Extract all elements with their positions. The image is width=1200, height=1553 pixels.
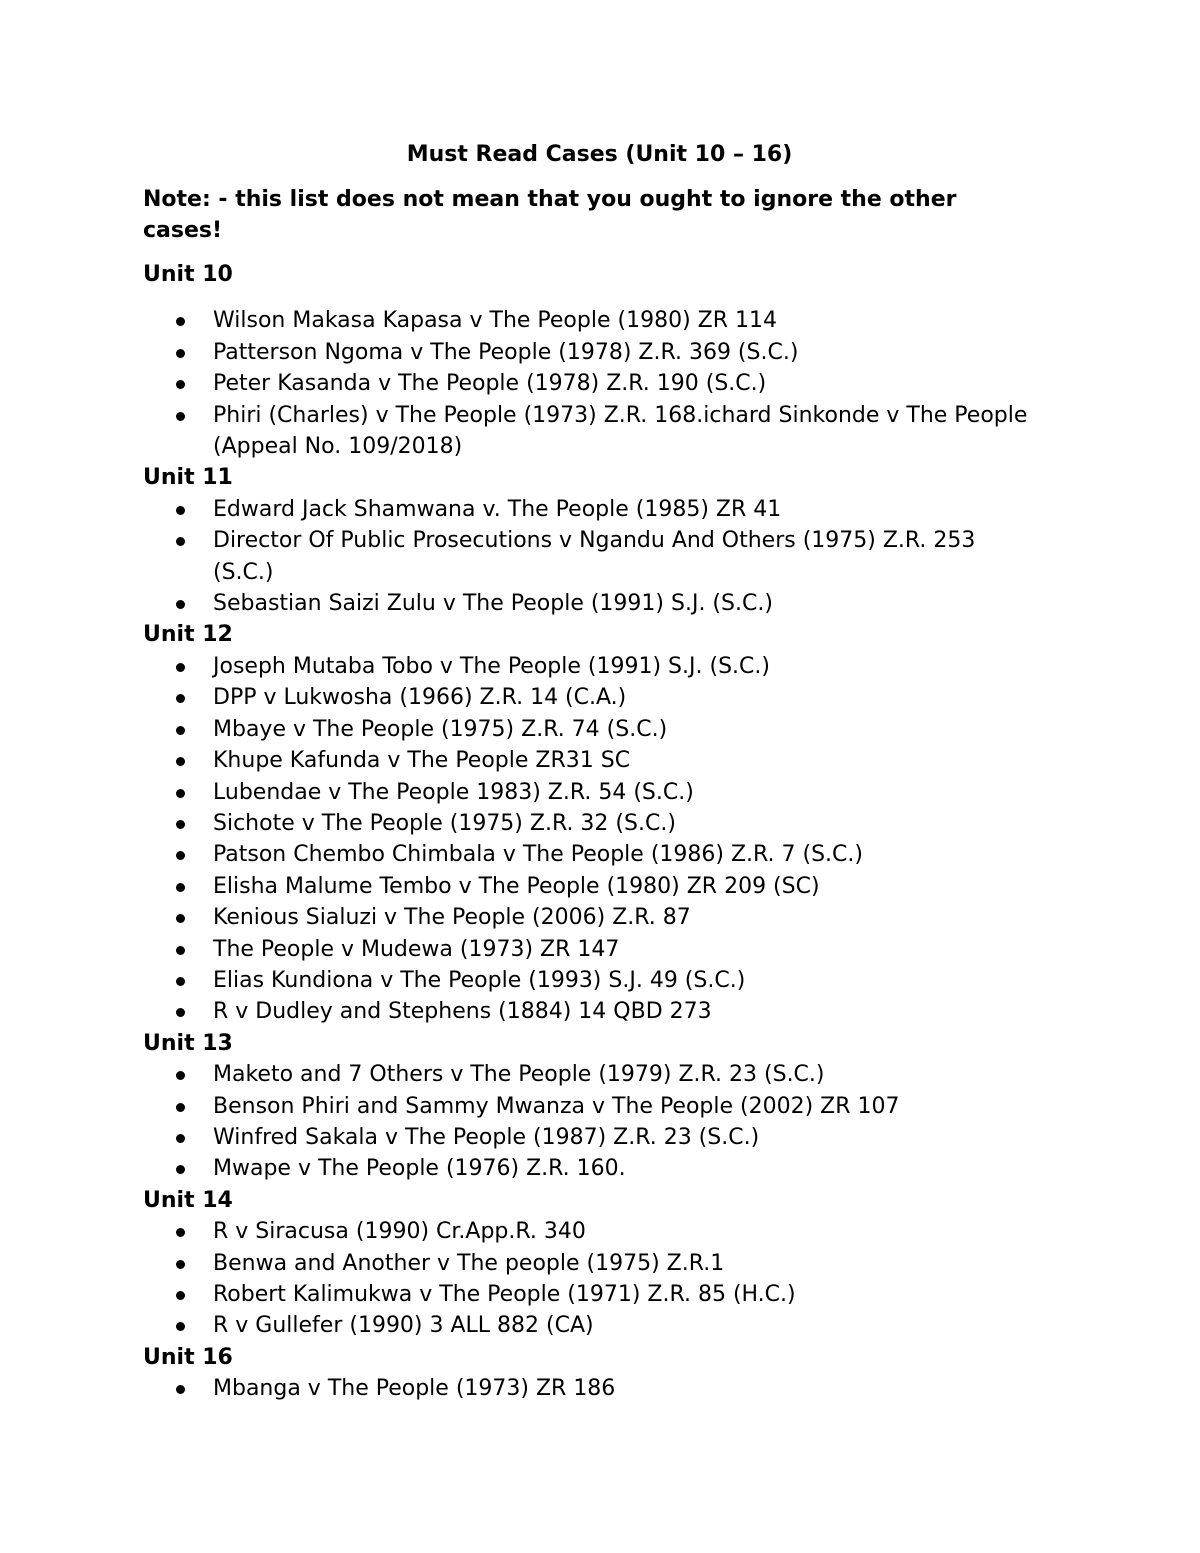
list-item	[143, 1216, 1033, 1247]
bullet-icon	[176, 1322, 185, 1331]
bullet-icon	[176, 600, 185, 609]
list-item	[143, 400, 1033, 463]
bullet-icon	[176, 820, 185, 829]
list-item	[143, 839, 1033, 870]
case-citation: Sebastian Saizi Zulu v The People (1991) S.J. (S.C.)	[213, 591, 773, 617]
list-item	[143, 1373, 1033, 1404]
note-text: Note: - this list does not mean that you ought to ignore the other cases!	[143, 187, 957, 243]
list-item	[143, 1153, 1033, 1184]
list-item	[143, 682, 1033, 713]
bullet-icon	[176, 726, 185, 735]
bullet-icon	[176, 349, 185, 358]
case-citation: Joseph Mutaba Tobo v The People (1991) S.J. (S.C.)	[213, 653, 770, 679]
case-citation: Mbaye v The People (1975) Z.R. 74 (S.C.)	[213, 716, 668, 742]
case-citation: Maketo and 7 Others v The People (1979) Z.R. 23 (S.C.)	[213, 1062, 825, 1088]
bullet-icon	[176, 946, 185, 955]
list-item	[143, 525, 1033, 588]
page-title: Must Read Cases (Unit 10 – 16)	[406, 142, 793, 167]
list-item	[143, 745, 1033, 776]
list-item	[143, 965, 1033, 996]
case-list	[143, 1216, 1043, 1342]
case-list	[143, 305, 1043, 462]
bullet-icon	[176, 1260, 185, 1269]
case-citation: Patterson Ngoma v The People (1978) Z.R. 369 (S.C.)	[213, 339, 799, 365]
bullet-icon	[176, 851, 185, 860]
case-citation: Mwape v The People (1976) Z.R. 160.	[213, 1156, 626, 1182]
unit-heading: Unit 16	[143, 1344, 233, 1370]
case-citation: R v Gullefer (1990) 3 ALL 882 (CA)	[213, 1313, 594, 1339]
unit-heading: Unit 13	[143, 1030, 233, 1056]
bullet-icon	[176, 1103, 185, 1112]
case-list	[143, 651, 1043, 1028]
case-citation: DPP v Lukwosha (1966) Z.R. 14 (C.A.)	[213, 685, 627, 711]
bullet-icon	[176, 977, 185, 986]
list-item	[143, 305, 1033, 336]
case-citation: R v Dudley and Stephens (1884) 14 QBD 273	[213, 999, 712, 1025]
case-citation: Khupe Kafunda v The People ZR31 SC	[213, 748, 631, 774]
list-item	[143, 1279, 1033, 1310]
list-item	[143, 714, 1033, 745]
case-list	[143, 1059, 1043, 1185]
list-item	[143, 871, 1033, 902]
list-item	[143, 902, 1033, 933]
case-citation: Peter Kasanda v The People (1978) Z.R. 190 (S.C.)	[213, 371, 767, 397]
bullet-icon	[176, 694, 185, 703]
bullet-icon	[176, 1291, 185, 1300]
unit-heading: Unit 14	[143, 1187, 233, 1213]
list-item	[143, 1310, 1033, 1341]
bullet-icon	[176, 1385, 185, 1394]
bullet-icon	[176, 1071, 185, 1080]
bullet-icon	[176, 663, 185, 672]
case-citation: Mbanga v The People (1973) ZR 186	[213, 1376, 616, 1402]
bullet-icon	[176, 883, 185, 892]
bullet-icon	[176, 412, 185, 421]
list-item	[143, 1059, 1033, 1090]
case-citation: Benwa and Another v The people (1975) Z.R.1	[213, 1250, 725, 1276]
case-citation: Patson Chembo Chimbala v The People (1986) Z.R. 7 (S.C.)	[213, 842, 863, 868]
list-item	[143, 1248, 1033, 1279]
case-citation: Robert Kalimukwa v The People (1971) Z.R. 85 (H.C.)	[213, 1282, 796, 1307]
unit-heading: Unit 11	[143, 465, 233, 491]
bullet-icon	[176, 1165, 185, 1174]
case-citation: Phiri (Charles) v The People (1973) Z.R. 168.ichard Sinkonde v The People (Appeal No. 109/2018)	[213, 402, 1028, 460]
list-item	[143, 808, 1033, 839]
case-citation: R v Siracusa (1990) Cr.App.R. 340	[213, 1219, 586, 1245]
list-item	[143, 1091, 1033, 1122]
bullet-icon	[176, 1008, 185, 1017]
bullet-icon	[176, 914, 185, 923]
case-citation: Lubendae v The People 1983) Z.R. 54 (S.C.)	[213, 779, 694, 805]
case-citation: The People v Mudewa (1973) ZR 147	[213, 936, 620, 962]
list-item	[143, 1122, 1033, 1153]
case-citation: Director Of Public Prosecutions v Ngandu And Others (1975) Z.R. 253 (S.C.)	[213, 528, 976, 585]
case-citation: Benson Phiri and Sammy Mwanza v The People (2002) ZR 107	[213, 1093, 900, 1119]
bullet-icon	[176, 757, 185, 766]
case-list	[143, 1373, 1043, 1404]
list-item	[143, 777, 1033, 808]
list-item	[143, 368, 1033, 399]
bullet-icon	[176, 1228, 185, 1237]
case-citation: Elisha Malume Tembo v The People (1980) ZR 209 (SC)	[213, 873, 820, 899]
document-page	[143, 138, 1043, 1405]
list-item	[143, 337, 1033, 368]
list-item	[143, 934, 1033, 965]
case-list	[143, 494, 1043, 620]
case-citation: Wilson Makasa Kapasa v The People (1980) ZR 114	[213, 308, 777, 334]
bullet-icon	[176, 380, 185, 389]
list-item	[143, 588, 1033, 619]
list-item	[143, 494, 1033, 525]
unit-heading: Unit 10	[143, 262, 233, 287]
case-citation: Edward Jack Shamwana v. The People (1985) ZR 41	[213, 496, 782, 522]
case-citation: Kenious Sialuzi v The People (2006) Z.R. 87	[213, 905, 691, 931]
bullet-icon	[176, 789, 185, 798]
bullet-icon	[176, 317, 185, 326]
unit-heading: Unit 12	[143, 622, 233, 648]
bullet-icon	[176, 1134, 185, 1143]
bullet-icon	[176, 506, 185, 515]
case-citation: Elias Kundiona v The People (1993) S.J. 49 (S.C.)	[213, 967, 746, 993]
case-citation: Winfred Sakala v The People (1987) Z.R. 23 (S.C.)	[213, 1124, 760, 1150]
case-citation: Sichote v The People (1975) Z.R. 32 (S.C.)	[213, 810, 676, 836]
list-item	[143, 996, 1033, 1027]
list-item	[143, 651, 1033, 682]
bullet-icon	[176, 537, 185, 546]
